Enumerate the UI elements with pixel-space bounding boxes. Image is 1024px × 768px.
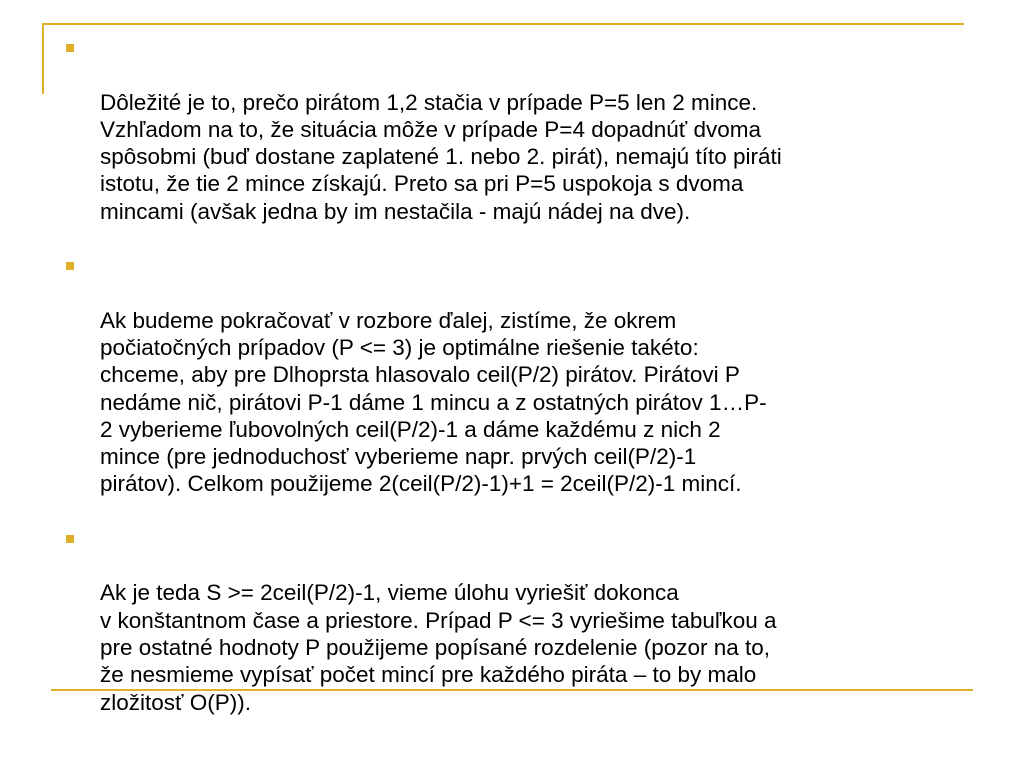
bullet-text: Ak budeme pokračovať v rozbore ďalej, zistíme, že okrem počiatočných prípadov (P <= 3) je optimálne riešenie takéto: chceme, aby pre Dlhoprsta hlasovalo ceil(P/2) pirátov. Pirátovi P nedáme nič, pirátovi P-1 dáme 1 mincu a z ostatných pirátov 1…P- 2 vyberieme ľubovolných ceil(P/2)-1 a dáme každému z nich 2 mince (pre jednoduchosť vyberieme napr. prvých ceil(P/2)-1 pirátov). Celkom použijeme 2(ceil(P/2)-1)+1 = 2ceil(P/2)-1 mincí. — [100, 307, 767, 497]
square-bullet-icon — [66, 535, 74, 543]
top-rule — [42, 23, 964, 25]
slide-body — [66, 34, 966, 743]
bullet-text: Dôležité je to, prečo pirátom 1,2 stačia v prípade P=5 len 2 mince. Vzhľadom na to, že situácia môže v prípade P=4 dopadnúť dvoma spôsobmi (buď dostane zaplatené 1. nebo 2. pirát), nemajú títo piráti istotu, že tie 2 mince získajú. Preto sa pri P=5 uspokoja s dvoma mincami (avšak jedna by im nestačila - majú nádej na dve). — [100, 89, 782, 224]
bullet-text: Ak je teda S >= 2ceil(P/2)-1, vieme úlohu vyriešiť dokonca v konštantnom čase a priestore. Prípad P <= 3 vyriešime tabuľkou a pre ostatné hodnoty P použijeme popísané rozdelenie (pozor na to, že nesmieme vypísať počet mincí pre každého piráta – to by malo zložitosť O(P)). — [100, 580, 777, 715]
bullet-item — [66, 252, 966, 498]
left-rule — [42, 23, 44, 94]
bullet-item — [66, 525, 966, 716]
square-bullet-icon — [66, 44, 74, 52]
bullet-item — [66, 34, 966, 225]
square-bullet-icon — [66, 262, 74, 270]
